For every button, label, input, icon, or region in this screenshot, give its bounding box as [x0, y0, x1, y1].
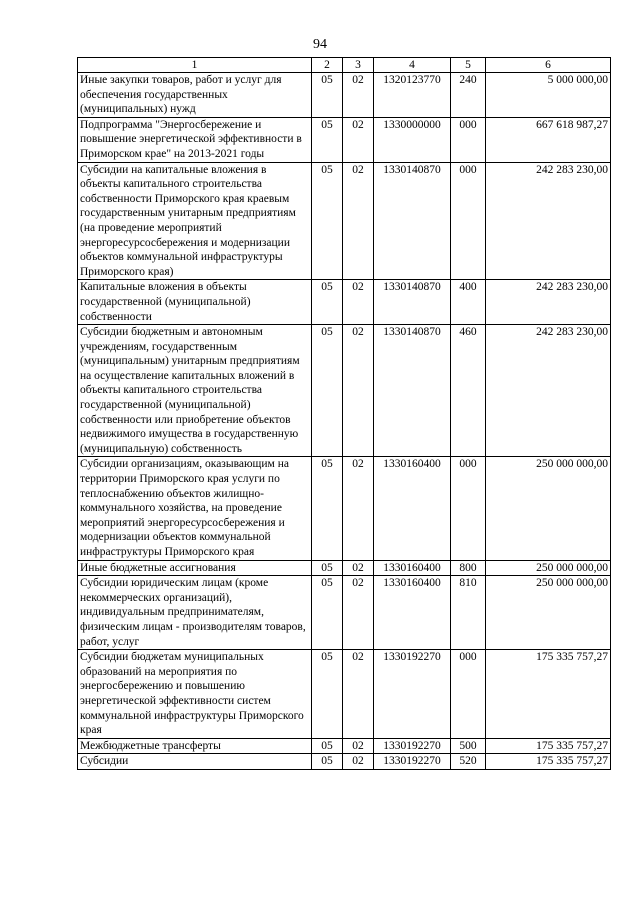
row-section: 05	[312, 73, 343, 118]
row-expense-type: 520	[451, 754, 486, 770]
row-amount: 175 335 757,27	[486, 738, 611, 754]
row-amount: 250 000 000,00	[486, 560, 611, 576]
table-row	[78, 754, 611, 770]
row-subsection: 02	[343, 576, 374, 650]
row-name: Субсидии бюджетам муниципальных образований на мероприятия по энергосбережению и повышению энергетической эффективности систем коммунальной инфраструктуры Приморского края	[78, 650, 312, 739]
table-row	[78, 457, 611, 560]
row-article: 1330140870	[374, 325, 451, 457]
row-amount: 5 000 000,00	[486, 73, 611, 118]
column-header-name: 1	[78, 58, 312, 73]
row-name: Иные закупки товаров, работ и услуг для обеспечения государственных (муниципальных) нужд	[78, 73, 312, 118]
column-header-expense-type: 5	[451, 58, 486, 73]
row-amount: 242 283 230,00	[486, 325, 611, 457]
table-row	[78, 162, 611, 280]
table-row	[78, 650, 611, 739]
row-section: 05	[312, 560, 343, 576]
row-name: Межбюджетные трансферты	[78, 738, 312, 754]
row-article: 1330140870	[374, 162, 451, 280]
row-name: Субсидии на капитальные вложения в объекты капитального строительства собственности Приморского края краевым государственным унитарным предприятиям (на проведение мероприятий энергоресурсосбережения и модернизации объектов коммунальной инфраструктуры Приморского края)	[78, 162, 312, 280]
row-expense-type: 500	[451, 738, 486, 754]
page-number: 94	[313, 37, 327, 52]
row-article: 1320123770	[374, 73, 451, 118]
row-article: 1330140870	[374, 280, 451, 325]
row-subsection: 02	[343, 117, 374, 162]
row-section: 05	[312, 162, 343, 280]
row-section: 05	[312, 650, 343, 739]
table-row	[78, 280, 611, 325]
row-expense-type: 460	[451, 325, 486, 457]
column-header-amount: 6	[486, 58, 611, 73]
table-row	[78, 325, 611, 457]
table-row	[78, 576, 611, 650]
row-article: 1330160400	[374, 576, 451, 650]
row-subsection: 02	[343, 325, 374, 457]
row-amount: 667 618 987,27	[486, 117, 611, 162]
row-section: 05	[312, 576, 343, 650]
row-section: 05	[312, 738, 343, 754]
row-expense-type: 240	[451, 73, 486, 118]
row-amount: 242 283 230,00	[486, 162, 611, 280]
row-name: Субсидии организациям, оказывающим на территории Приморского края услуги по теплоснабжению объектов жилищно-коммунального хозяйства, на проведение мероприятий энергоресурсосбережения и модернизации объектов коммунальной инфраструктуры Приморского края	[78, 457, 312, 560]
row-expense-type: 000	[451, 162, 486, 280]
column-header-subsection: 3	[343, 58, 374, 73]
row-article: 1330000000	[374, 117, 451, 162]
column-header-article: 4	[374, 58, 451, 73]
table-row	[78, 560, 611, 576]
row-section: 05	[312, 457, 343, 560]
row-subsection: 02	[343, 162, 374, 280]
row-subsection: 02	[343, 754, 374, 770]
row-expense-type: 800	[451, 560, 486, 576]
row-name: Субсидии бюджетным и автономным учреждениям, государственным (муниципальным) унитарным предприятиям на осуществление капитальных вложений в объекты капитального строительства государственной (муниципальной) собственности или приобретение объектов недвижимого имущества в государственную (муниципальную) собственность	[78, 325, 312, 457]
row-article: 1330160400	[374, 457, 451, 560]
row-amount: 175 335 757,27	[486, 650, 611, 739]
row-article: 1330160400	[374, 560, 451, 576]
row-amount: 250 000 000,00	[486, 457, 611, 560]
row-name: Субсидии	[78, 754, 312, 770]
row-section: 05	[312, 325, 343, 457]
row-article: 1330192270	[374, 650, 451, 739]
row-amount: 175 335 757,27	[486, 754, 611, 770]
row-section: 05	[312, 280, 343, 325]
row-expense-type: 000	[451, 117, 486, 162]
row-article: 1330192270	[374, 754, 451, 770]
row-expense-type: 000	[451, 457, 486, 560]
table-row	[78, 73, 611, 118]
row-amount: 242 283 230,00	[486, 280, 611, 325]
row-expense-type: 400	[451, 280, 486, 325]
row-article: 1330192270	[374, 738, 451, 754]
row-name: Капитальные вложения в объекты государственной (муниципальной) собственности	[78, 280, 312, 325]
table-header-row	[78, 58, 611, 73]
row-expense-type: 000	[451, 650, 486, 739]
row-subsection: 02	[343, 650, 374, 739]
row-subsection: 02	[343, 73, 374, 118]
row-subsection: 02	[343, 560, 374, 576]
budget-table	[77, 57, 611, 770]
row-name: Подпрограмма "Энергосбережение и повышение энергетической эффективности в Приморском крае" на 2013-2021 годы	[78, 117, 312, 162]
row-expense-type: 810	[451, 576, 486, 650]
row-section: 05	[312, 117, 343, 162]
row-name: Субсидии юридическим лицам (кроме некоммерческих организаций), индивидуальным предпринимателям, физическим лицам - производителям товаров, работ, услуг	[78, 576, 312, 650]
row-subsection: 02	[343, 457, 374, 560]
table-row	[78, 738, 611, 754]
table-row	[78, 117, 611, 162]
column-header-section: 2	[312, 58, 343, 73]
row-section: 05	[312, 754, 343, 770]
row-amount: 250 000 000,00	[486, 576, 611, 650]
row-subsection: 02	[343, 280, 374, 325]
row-name: Иные бюджетные ассигнования	[78, 560, 312, 576]
row-subsection: 02	[343, 738, 374, 754]
